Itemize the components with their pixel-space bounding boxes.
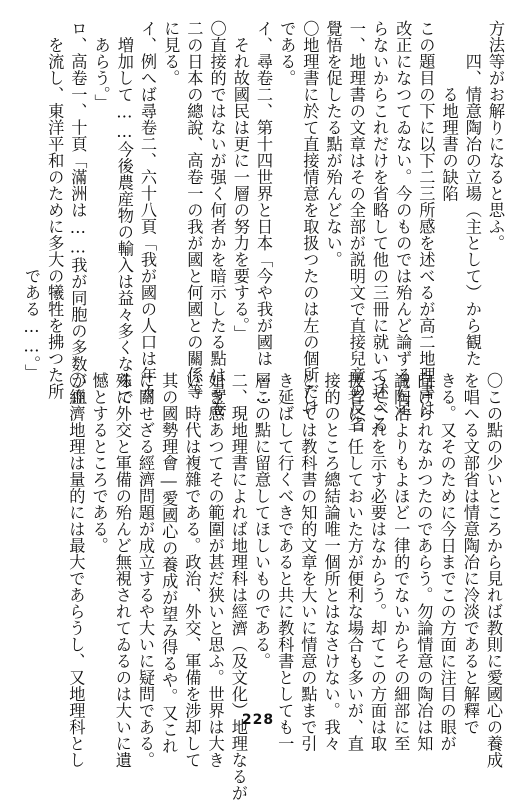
text-column: を流し、東洋平和のために多大の犧牲を拂つた所 bbox=[45, 20, 65, 400]
text-column: 二、現地理書によれば地理科は經濟（及文化）地理なるが bbox=[228, 372, 248, 801]
text-column: 増加して……今後農産物の輸入は益々多くなるで bbox=[114, 20, 134, 406]
text-column: 二の日本の總說、高卷一の我が國と何國との關係等 bbox=[184, 20, 204, 400]
text-column: る地理書の缺陷 bbox=[439, 20, 459, 202]
text-column: き延ばして行くべきであると共に教科書としても一 bbox=[275, 372, 295, 752]
text-column: 〇經濟地理は量的には最大であらうし、又地理科とし bbox=[66, 372, 86, 768]
text-column: 〇この點の少いところから見れば教則に愛國心の養成 bbox=[484, 372, 503, 768]
text-column: あらう。」 bbox=[91, 20, 111, 111]
text-column: に見る。 bbox=[161, 20, 181, 86]
text-column: である……。」 bbox=[22, 20, 41, 381]
text-column: ロ、高卷一、十頁「滿洲は……我が同胞の多数が血 bbox=[68, 20, 88, 406]
text-column: 層この點に留意してほしいものである。 bbox=[252, 372, 271, 669]
text-column: イ、尋卷二、第十四世界と日本「今や我が國は…… bbox=[254, 20, 273, 406]
text-column: 〇地理書に於て直接情意を取扱つたのは左の個所だけ bbox=[300, 20, 320, 416]
text-column: 識陶冶よりもよほど一律的でないからその細部に至 bbox=[391, 372, 411, 752]
text-column: この題目の下に以下二三所感を述べるが高二地理書は bbox=[416, 20, 436, 416]
text-column: イ、例へば尋卷二、六十八頁「我が國の人口は年々 bbox=[138, 20, 157, 400]
text-column: 改正になつてゐない。今のものでは殆んど論ずるに足 bbox=[393, 20, 413, 416]
text-column: 一、地理書の文章はその全部が説明文で直接兒童の反省 bbox=[346, 20, 366, 433]
text-column: 方法等がお解りになると思ふ。 bbox=[486, 20, 505, 251]
text-column: それ故國民は更に一層の努力を要する。」 bbox=[230, 20, 250, 342]
text-column: を唱へる文部省は情意陶冶に冷淡であると解釋で bbox=[460, 372, 480, 735]
text-column: 扱者に一任しておいた方が便利な場合も多いが、直 bbox=[344, 372, 364, 752]
text-column: きる。又そのために今日までこの方面に注目の眼が bbox=[437, 372, 457, 752]
text-column: 覺悟を促したる點が殆んどない。 bbox=[323, 20, 343, 268]
text-column: 其の國勢理會―愛國心の養成が望み得るや。又これ bbox=[159, 372, 179, 755]
page-number: 228 bbox=[241, 712, 275, 728]
text-column: 四、情意陶冶の立場（主として）から観た bbox=[462, 20, 482, 367]
text-column: 如き感あつてその範圍が甚だ狭いと思ふ。世界は大き bbox=[205, 372, 225, 768]
text-column: 接的のところ總結論唯一個所とはなさけない。我々 bbox=[321, 372, 341, 752]
text-column: としては教科書の知的文章を大いに情意の點まで引 bbox=[298, 372, 318, 752]
text-column: 向けられなかつたのであらう。勿論情意の陶冶は知 bbox=[414, 372, 434, 752]
text-column: 憾とするところである。 bbox=[89, 372, 109, 554]
text-column: に關せざる經濟問題が成立するや大いに疑問である。 bbox=[136, 372, 155, 768]
text-column: つてこれを示す必要はなからう。却てこの方面は取 bbox=[368, 372, 387, 752]
text-column: らないからこれだけを省略して他の三冊に就いて述べる bbox=[370, 20, 389, 433]
text-column: い。時代は複雜である。政治、外交、軍備を涉却して bbox=[182, 372, 202, 768]
text-column: 〇直接的ではないが强く何者かを暗示したる點は尋卷 bbox=[207, 20, 227, 416]
text-column: である。 bbox=[277, 20, 297, 86]
text-column: 殊に外交と軍備の殆んど無視されてゐるのは大いに遺 bbox=[112, 372, 132, 768]
